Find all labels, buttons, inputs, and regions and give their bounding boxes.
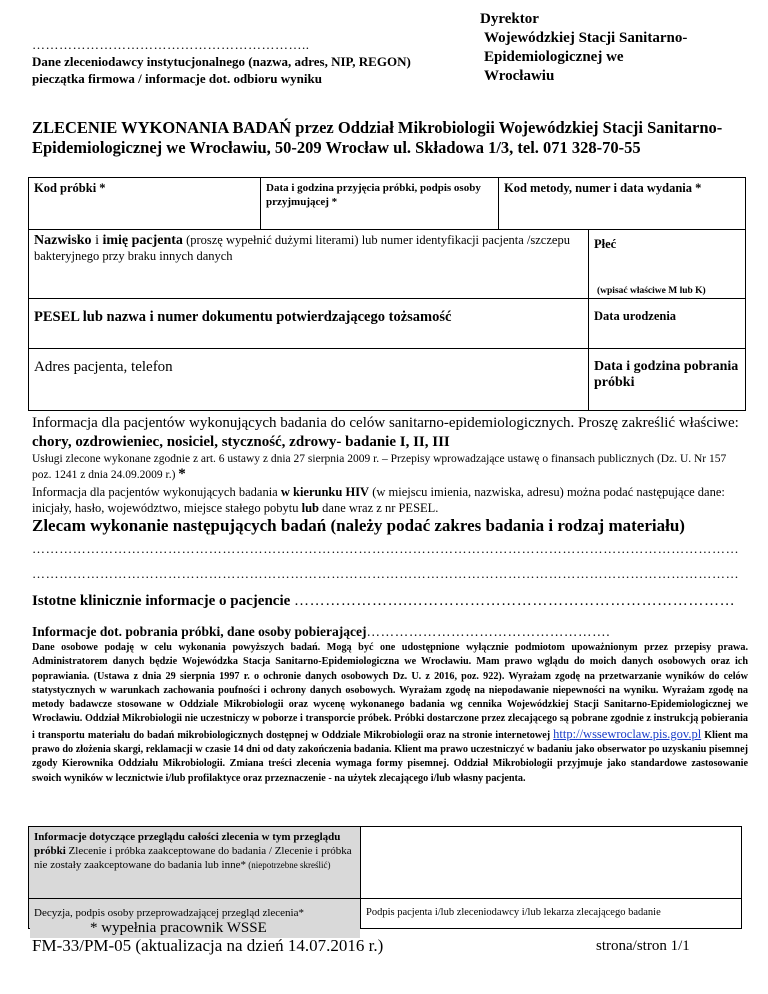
sender-dots: …………………………………………………….. xyxy=(32,37,310,52)
sex-note: (wpisać właściwe M lub K) xyxy=(597,286,706,296)
receipt-label: Data i godzina przyjęcia próbki, podpis osoby przyjmującej * xyxy=(266,182,481,208)
page-number: strona/stron 1/1 xyxy=(596,938,690,954)
hiv-bold-2: lub xyxy=(301,501,320,515)
receipt-field[interactable] xyxy=(261,178,499,230)
website-link[interactable]: http://wssewroclaw.pis.gov.pl xyxy=(553,726,702,741)
gdpr-consent xyxy=(32,641,748,786)
sample-codes-table xyxy=(28,177,746,230)
gdpr-text-2: Klient ma prawo do złożenia skargi, reklamacji w czasie 14 dni od daty zakończenia badania. Klient ma prawo uczestniczyć w badaniu jako obserwator po uzyskaniu pisemnej zgody Kierownika Oddziału Mikrobiologii. Zmiana treści zlecenia wymaga formy pisemnej. Oddział Mikrobiologii przyjmuje jako standardowe zastosowanie swoich wyników w lecznictwie i/lub profilaktyce oraz przeznaczenie - na użytek zlecającego i/lub własny pacjenta. xyxy=(32,729,748,784)
clinical-info[interactable] xyxy=(32,593,748,610)
signature-cell[interactable] xyxy=(361,899,742,929)
sampling-label: Informacje dot. pobrania próbki, dane osoby pobierającej xyxy=(32,624,367,639)
signature-label: Podpis pacjenta i/lub zleceniodawcy i/lub lekarza zlecającego badanie xyxy=(366,907,661,918)
address-field[interactable] xyxy=(29,349,589,411)
name-label-rest: (proszę wypełnić dużymi literami) lub numer identyfikacji pacjenta /szczepu bakteryjnego przy braku innych danych xyxy=(34,233,570,263)
name-label-bold: Nazwisko xyxy=(34,233,92,248)
hiv-bold: w kierunku HIV xyxy=(280,485,370,499)
form-id: FM-33/PM-05 (aktualizacja na dzień 14.07.2016 r.) xyxy=(32,936,384,955)
review-bold: Informacje dotyczące przeglądu całości zlecenia w tym przeglądu próbki xyxy=(34,831,341,857)
review-small: (niepotrzebne skreślić) xyxy=(245,860,331,870)
method-code-label: Kod metody, numer i data wydania * xyxy=(504,181,702,195)
pesel-label: PESEL lub nazwa i numer dokumentu potwierdzającego tożsamość xyxy=(34,309,452,325)
sanitary-info xyxy=(32,414,748,452)
sanitary-options[interactable]: chory, ozdrowieniec, nosiciel, styczność, zdrowy- badanie I, II, III xyxy=(32,434,450,450)
patient-name-field[interactable] xyxy=(29,230,589,299)
review-info-cell[interactable] xyxy=(29,827,361,899)
review-empty-cell[interactable] xyxy=(361,827,742,899)
clinical-label: Istotne klinicznie informacje o pacjencie xyxy=(32,593,291,609)
sample-code-field[interactable] xyxy=(29,178,261,230)
hiv-text-2: (w miejscu imienia, nazwiska, adresu) można podać następujące dane: inicjały, hasło, województwo, miejsce stałego pobytu xyxy=(32,485,725,515)
collection-date-label: Data i godzina pobrania próbki xyxy=(594,359,739,390)
free-services-star: * xyxy=(178,466,186,482)
clinical-dots: ………………….……………………………………………………… xyxy=(294,593,736,609)
name-label-bold-2: imię pacjenta xyxy=(102,233,183,248)
recipient-block xyxy=(480,10,754,86)
hiv-text-1: Informacja dla pacjentów wykonujących badania xyxy=(32,485,281,499)
hiv-text-3: dane wraz z nr PESEL. xyxy=(319,501,439,515)
sampling-info[interactable] xyxy=(32,624,748,640)
sex-label: Płeć xyxy=(594,237,617,251)
name-label-and: i xyxy=(91,233,103,248)
pesel-field[interactable] xyxy=(29,299,589,349)
recipient-line-1: Dyrektor xyxy=(480,11,539,27)
sample-code-label: Kod próbki * xyxy=(34,181,106,195)
page-title: ZLECENIE WYKONANIA BADAŃ przez Oddział Mikrobiologii Wojewódzkiej Stacji Sanitarno-Epidemiologicznej we Wrocławiu, 50-209 Wrocław ul. Składowa 1/3, tel. 071 328-70-55 xyxy=(32,118,723,157)
free-services-info xyxy=(32,452,748,483)
order-line-1[interactable]: ………………………………………………………………………………………………………………………………………… xyxy=(32,541,740,556)
order-label: Zlecam wykonanie następujących badań (należy podać zakres badania i rodzaj materiału) xyxy=(32,516,685,535)
review-text: Zlecenie i próbka zaakceptowane do badania / Zlecenie i próbka nie zostały zaakceptowane do badania lub inne* xyxy=(34,845,352,871)
hiv-info xyxy=(32,484,748,516)
sex-field[interactable] xyxy=(589,230,746,299)
recipient-line-4: Wrocławiu xyxy=(484,68,555,84)
collection-date-field[interactable] xyxy=(589,349,746,411)
sender-block xyxy=(32,36,412,87)
sanitary-text: Informacja dla pacjentów wykonujących badania do celów sanitarno-epidemiologicznych. Proszę zakreślić właściwe: xyxy=(32,415,739,431)
footnote: * wypełnia pracownik WSSE xyxy=(90,920,267,936)
method-code-field[interactable] xyxy=(499,178,746,230)
gdpr-text-1: Dane osobowe podaję w celu wykonania powyższych badań. Mogą być one udostępnione wyłącznie podmiotom upoważnionym przez przepisy prawa. Administratorem danych będzie Wojewódzka Stacja Sanitarno-Epidemiologiczna we Wrocławiu. Mam prawo wglądu do moich danych osobowych oraz ich poprawiania. (Ustawa z dnia 29 sierpnia 1997 r. o ochronie danych osobowych Dz. U. z 2016, poz. 922). Wyrażam zgodę na przetwarzanie wyników do celów statystycznych w warunkach zachowania poufności i ochrony danych osobowych. Wyrażam zgodę na niepodawanie niepewności na wyniku. Wyrażam zgodę na metody badawcze stosowane w Oddziale Mikrobiologii oraz wycenę wykonanego badania wg cennika Wojewódzkiej Stacji Sanitarno-Epidemiologicznej we Wrocławiu. Oddział Mikrobiologii nie uczestniczy w poborze i transporcie próbek. Próbki dostarczone przez zlecającego są pobrane zgodnie z instrukcją pobierania i transportu materiału do badań mikrobiologicznych dostępnej w Oddziale Mikrobiologii oraz na stronie internetowej xyxy=(32,642,748,741)
decision-label: Decyzja, podpis osoby przeprowadzającej przegląd zlecenia* xyxy=(34,907,304,919)
order-line-2[interactable]: ………………………………………………………………………………………………………………………………………… xyxy=(32,566,740,581)
recipient-line-2: Wojewódzkiej Stacji Sanitarno- xyxy=(484,30,688,46)
patient-table xyxy=(28,229,746,411)
free-services-text: Usługi zlecone wykonane zgodnie z art. 6 ustawy z dnia 27 sierpnia 2009 r. – Przepisy wprowadzające ustawę o finansach publicznych (Dz. U. Nr 157 poz. 1241 z dnia 24.09.2009 r.) xyxy=(32,453,727,481)
address-label: Adres pacjenta, telefon xyxy=(34,359,173,375)
birth-date-label: Data urodzenia xyxy=(594,309,677,323)
recipient-line-3: Epidemiologicznej we xyxy=(484,49,624,65)
sender-label: Dane zleceniodawcy instytucjonalnego (nazwa, adres, NIP, REGON) pieczątka firmowa / informacje dot. odbioru wyniku xyxy=(32,54,411,86)
birth-date-field[interactable] xyxy=(589,299,746,349)
review-table xyxy=(28,826,742,929)
sampling-dots: ……………………………………………. xyxy=(366,624,611,639)
